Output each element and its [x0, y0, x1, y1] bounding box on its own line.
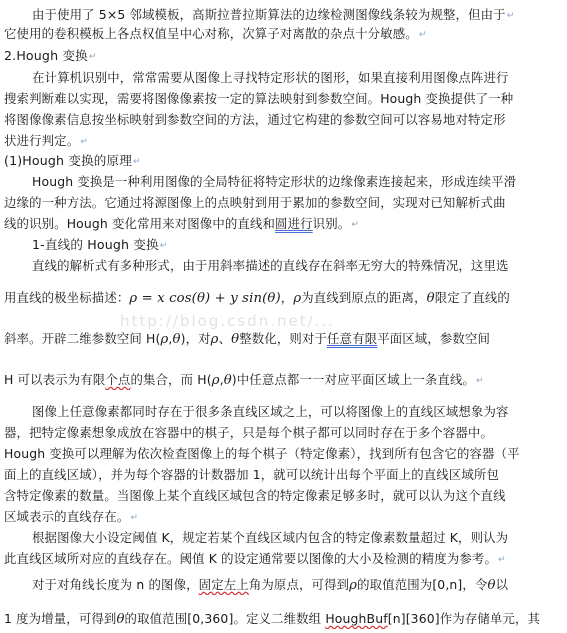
paragraph-line: [32, 257, 563, 275]
paragraph-mark-icon: ↵: [351, 220, 359, 230]
watermark-text: http://blog.csdn.net/...: [120, 312, 335, 330]
text-run: 根据图像大小设定阈值 K，规定若某个直线区域内包含的特定像素数量超过 K，则认为: [32, 530, 509, 545]
text-run: 的取值范围[0,360]。定义二维数组: [124, 611, 326, 626]
text-run: Hough 变换可以理解为依次检查图像上的每个棋子（特定像素），找到所有包含它的容器（平: [4, 446, 520, 461]
text-run: 为直线到原点的距离，: [301, 290, 427, 305]
paragraph-mark-icon: ↵: [80, 137, 88, 147]
text-run: 状进行判定。: [4, 133, 80, 148]
section-heading: [4, 47, 563, 66]
cropped-edge: [0, 0, 567, 3]
paragraph-mark-icon: ↵: [159, 241, 168, 251]
text-run: 含特定像素的数量。当图像上某个直线区域包含的特定像素足够多时，就可以认为这个直线: [4, 488, 506, 503]
paragraph-line: [4, 289, 563, 308]
paragraph-line: [4, 550, 563, 569]
heading-text: 2.Hough 变换: [4, 48, 88, 63]
theta-symbol: θ: [426, 291, 435, 306]
paragraph-line: [4, 487, 563, 505]
rho-symbol: ρ: [211, 373, 220, 388]
text-run: [n][360]作为存储单元，其: [387, 611, 541, 626]
heading-text: (1)Hough 变换的原理: [4, 153, 133, 168]
rho-symbol: ρ: [349, 578, 358, 593]
text-run: 以: [495, 577, 509, 592]
text-run: 线的识别。Hough 变化常用来对图像中的直线和: [4, 216, 276, 231]
paragraph-line: [4, 508, 563, 527]
heading-text: 1-直线的 Hough 变换: [32, 237, 159, 252]
text-run: 、: [218, 331, 232, 346]
paragraph-line: [4, 132, 563, 151]
rho-symbol: ρ: [210, 332, 219, 347]
text-run: 将图像像素信息按坐标映射到参数空间的方法，通过它构建的参数空间可以容易地对特定形: [4, 112, 506, 127]
text-run: 器，把特定像素想象成放在容器中的棋子，只是每个棋子都可以同时存在于多个容器中。: [4, 425, 494, 440]
text-run: 的取值范围为[0,n]，令: [357, 577, 488, 592]
theta-symbol: θ: [231, 332, 240, 347]
paragraph-mark-icon: ↵: [133, 157, 141, 167]
text-run: 它使用的卷积模板上各点权值呈中心对称，次算子对离散的杂点十分敏感。: [4, 26, 418, 41]
paragraph-line: [4, 111, 563, 129]
paragraph-line: [4, 424, 563, 442]
text-run: 斜率。开辟二维参数空间 H(: [4, 331, 161, 346]
paragraph-line: [4, 215, 563, 234]
hough-formula: ρ = x cos(θ) + y sin(θ): [129, 291, 281, 306]
paragraph-line: [4, 90, 563, 108]
text-run: Hough 变换是一种利用图像的全局特征将特定形状的边缘像素连接起来，形成连续平滑: [32, 174, 517, 189]
paragraph-mark-icon: ↵: [476, 376, 484, 386]
text-run: 此直线区域所对应的直线存在。阈值 K 的设定通常要以图像的大小及检测的精度为参考。: [4, 551, 497, 566]
text-run: ，: [280, 290, 294, 305]
text-run: 1 度为增量，可得到: [4, 611, 117, 626]
paragraph-line: [32, 576, 563, 595]
paragraph-mark-icon: ↵: [498, 555, 506, 565]
text-run: 直线的解析式有多种形式，由于用斜率描述的直线存在斜率无穷大的特殊情况，这里选: [32, 258, 509, 273]
text-run: 在计算机识别中，常常需要从图像上寻找特定形状的图形，如果直接利用图像点阵进行: [32, 70, 509, 85]
section-heading: [4, 152, 563, 171]
text-run: 区域表示的直线存在。: [4, 509, 130, 524]
paragraph-mark-icon: ↵: [88, 52, 97, 62]
paragraph-mark-icon: ↵: [418, 30, 427, 40]
text-run: 限定了直线的: [434, 290, 510, 305]
text-run: 由于使用了 5×5 邻域模板，高斯拉普拉斯算法的边缘检测图像线条较为规整，但由于: [32, 7, 506, 22]
paragraph-mark-icon: ↵: [506, 11, 515, 21]
subsection-heading: [32, 236, 563, 255]
text-run: H 可以表示为有限: [4, 372, 106, 387]
theta-symbol: θ: [487, 578, 496, 593]
spell-flagged-text[interactable]: 固定左上: [198, 577, 249, 592]
paragraph-line: [32, 69, 563, 87]
spell-flagged-text[interactable]: HoughBuf: [325, 611, 388, 626]
paragraph-line: [4, 25, 563, 44]
text-run: )，对: [180, 331, 211, 346]
text-run: ,: [168, 331, 173, 346]
paragraph-line: [32, 403, 563, 421]
text-run: 对于对角线长度为 n 的图像，: [32, 577, 199, 592]
paragraph-line: [4, 466, 563, 484]
text-run: 的集合，而 H(: [130, 372, 212, 387]
theta-symbol: θ: [223, 373, 232, 388]
paragraph-line: [32, 6, 563, 25]
paragraph-line: [32, 173, 563, 191]
paragraph-mark-icon: ↵: [130, 513, 139, 523]
text-run: 面上的直线区域），并为每个容器的计数器加 1，就可以统计出每个平面上的直线区域所包: [4, 467, 500, 482]
text-run: 边缘的一种方法。它通过将源图像上的点映射到用于累加的参数空间，实现对已知解析式曲: [4, 195, 506, 210]
paragraph-line: [4, 445, 563, 463]
text-run: 图像上任意像素都同时存在于很多条直线区域之上，可以将图像上的直线区域想象为容: [32, 404, 509, 419]
text-run: 整数化，则对于: [239, 331, 328, 346]
paragraph-line: [4, 610, 563, 629]
text-run: )中任意点都一一对应平面区域上一条直线。: [231, 372, 476, 387]
grammar-flagged-text[interactable]: 任意有限: [327, 331, 378, 346]
spell-flagged-text[interactable]: 个点: [105, 372, 131, 387]
rho-symbol: ρ: [293, 291, 302, 306]
text-run: 平面区域，参数空间: [377, 331, 491, 346]
paragraph-line: [4, 194, 563, 212]
rho-symbol: ρ: [160, 332, 169, 347]
grammar-flagged-text[interactable]: 圆进行: [275, 216, 313, 231]
text-run: 识别。: [312, 216, 351, 231]
theta-symbol: θ: [116, 612, 125, 627]
theta-symbol: θ: [172, 332, 181, 347]
text-run: ,: [219, 372, 224, 387]
text-run: 搜索判断难以实现，需要将图像像素按一定的算法映射到参数空间。Hough 变换提供了一种: [4, 91, 514, 106]
text-run: 角为原点，可得到: [248, 577, 350, 592]
text-run: 用直线的极坐标描述：: [4, 290, 130, 305]
paragraph-line: [32, 529, 563, 547]
paragraph-line: [4, 371, 563, 390]
paragraph-line: [4, 330, 563, 349]
